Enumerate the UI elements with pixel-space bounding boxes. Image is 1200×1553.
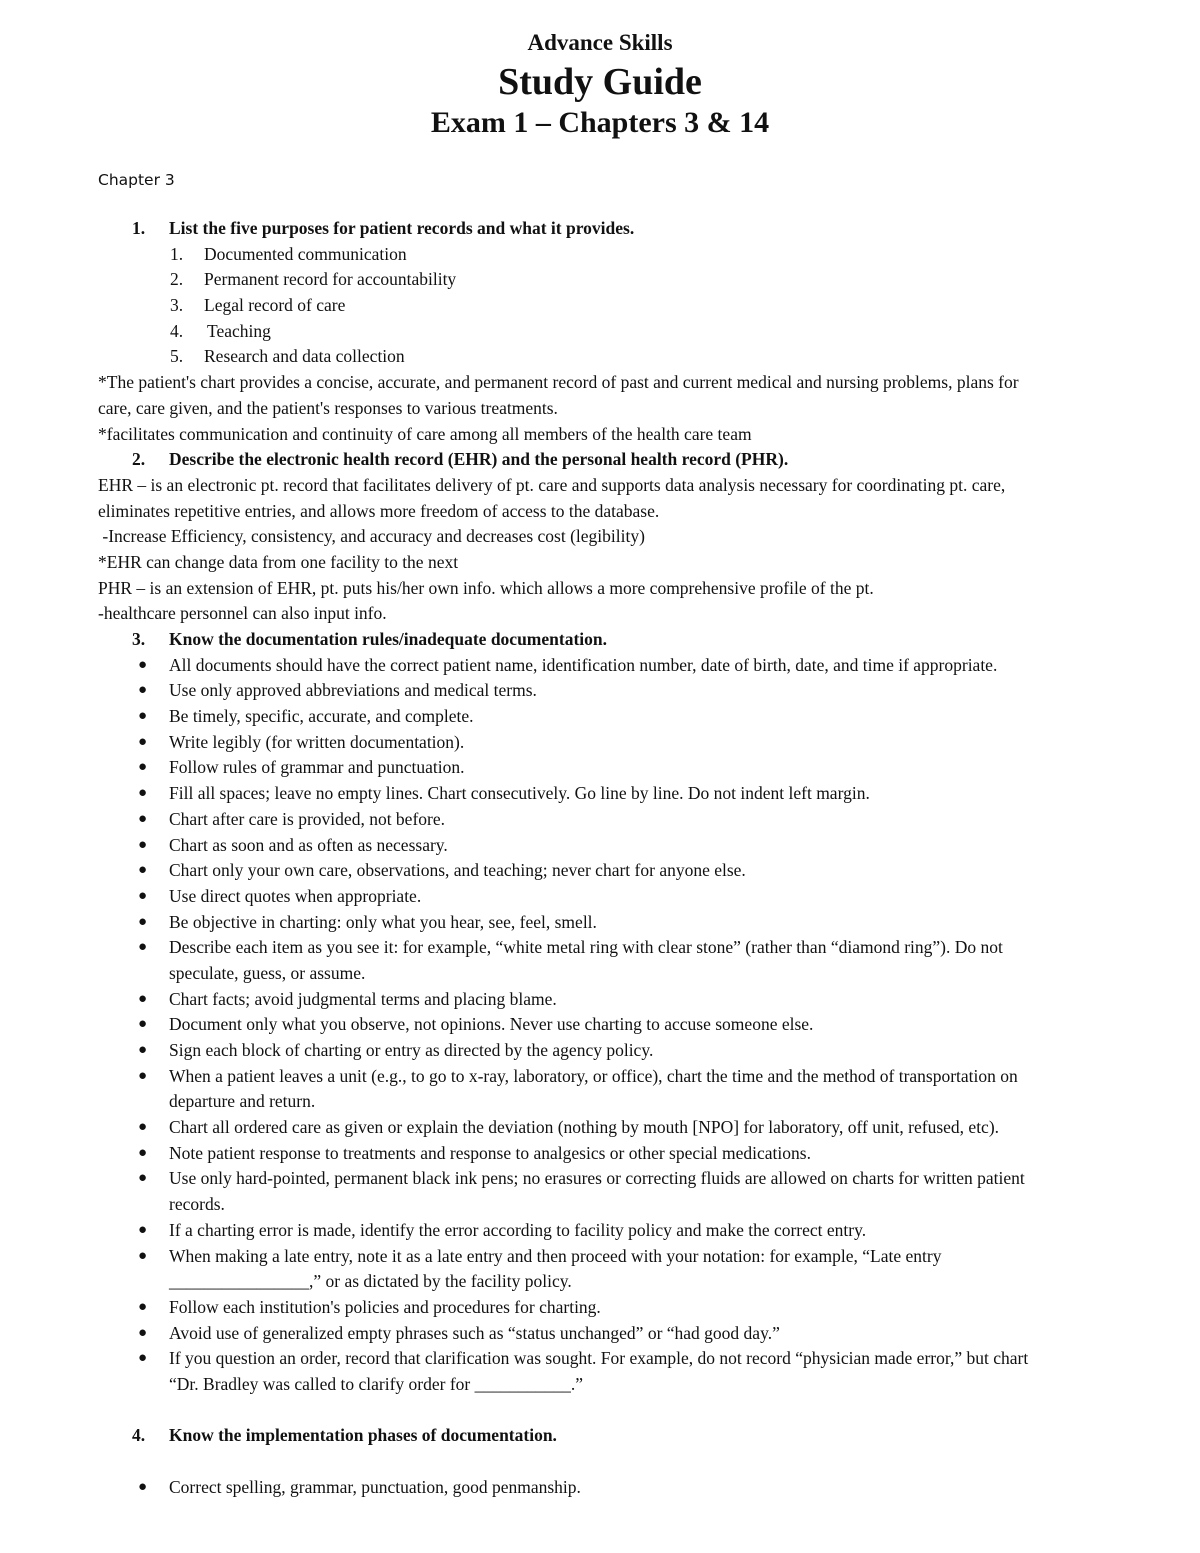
- bullet-text: Write legibly (for written documentation).: [169, 731, 465, 752]
- bullet-icon: ●: [138, 990, 148, 1007]
- bullet-text: If a charting error is made, identify the error according to facility policy and make the correct entry.: [169, 1219, 867, 1240]
- item-text: Research and data collection: [204, 346, 405, 367]
- bullet-item: [98, 833, 1138, 859]
- question-text: Know the documentation rules/inadequate documentation.: [169, 629, 608, 649]
- bullet-icon: ●: [138, 1247, 148, 1264]
- bullet-item: [98, 1218, 1138, 1244]
- bullet-text: Chart after care is provided, not before.: [169, 808, 445, 829]
- question-text: List the five purposes for patient records and what it provides.: [169, 218, 635, 238]
- list-item: [98, 293, 1138, 319]
- item-text: Documented communication: [204, 243, 407, 264]
- list-item: [98, 267, 1138, 293]
- bullet-icon: ●: [138, 1016, 148, 1033]
- bullet-icon: ●: [138, 1119, 148, 1136]
- question-number: 1.: [132, 218, 146, 238]
- chapter-label: Chapter 3: [98, 171, 175, 189]
- bullet-icon: ●: [138, 656, 148, 673]
- bullet-item: [98, 1115, 1138, 1141]
- bullet-text: Document only what you observe, not opinions. Never use charting to accuse someone else.: [169, 1014, 814, 1035]
- bullet-item: [98, 935, 1138, 961]
- bullet-item: [98, 1064, 1138, 1090]
- bullet-item: [98, 961, 1138, 987]
- bullet-item: [98, 1038, 1138, 1064]
- bullet-item: [98, 730, 1138, 756]
- bullet-text: Chart as soon and as often as necessary.: [169, 834, 448, 855]
- question-number: 4.: [132, 1425, 146, 1446]
- bullet-item: [98, 704, 1138, 730]
- bullet-item: [98, 858, 1138, 884]
- bullet-text: “Dr. Bradley was called to clarify order for ___________.”: [169, 1373, 584, 1394]
- bullet-icon: ●: [138, 759, 148, 776]
- bullet-icon: ●: [138, 1042, 148, 1058]
- bullet-icon: ●: [138, 836, 148, 853]
- bullet-item: [98, 1192, 1138, 1218]
- phases-list: [98, 1475, 1138, 1501]
- content-body: [98, 216, 1138, 1500]
- bullet-icon: ●: [138, 1144, 148, 1161]
- bullet-icon: ●: [138, 1067, 148, 1084]
- bullet-item: [98, 1269, 1138, 1295]
- bullet-text: Sign each block of charting or entry as directed by the agency policy.: [169, 1040, 654, 1060]
- question-number: 2.: [132, 449, 146, 470]
- bullet-text: Chart facts; avoid judgmental terms and placing blame.: [169, 988, 557, 1009]
- bullet-item: [98, 1166, 1138, 1192]
- bullet-icon: ●: [138, 1350, 148, 1367]
- item-text: Legal record of care: [204, 295, 346, 316]
- bullet-item: [98, 1475, 1138, 1501]
- bullet-icon: ●: [138, 862, 148, 879]
- bullet-item: [98, 755, 1138, 781]
- note-line: EHR – is an electronic pt. record that facilitates delivery of pt. care and supports data analysis necessary for coordinating pt. care,: [98, 474, 1006, 495]
- bullet-icon: ●: [138, 810, 148, 827]
- bullet-text: Chart only your own care, observations, and teaching; never chart for anyone else.: [169, 860, 746, 881]
- item-number: 1.: [170, 243, 184, 264]
- bullet-icon: ●: [138, 1170, 148, 1187]
- bullet-text: Note patient response to treatments and response to analgesics or other special medications.: [169, 1142, 811, 1163]
- bullet-text: Chart all ordered care as given or explain the deviation (nothing by mouth [NPO] for laboratory, off unit, refused, etc).: [169, 1117, 1000, 1138]
- question-4: [98, 1423, 1138, 1449]
- list-item: [98, 344, 1138, 370]
- bullet-text: Fill all spaces; leave no empty lines. Chart consecutively. Go line by line. Do not indent left margin.: [169, 783, 870, 804]
- bullet-icon: ●: [138, 913, 148, 930]
- bullet-text: records.: [169, 1194, 225, 1215]
- bullet-text: All documents should have the correct patient name, identification number, date of birth, date, and time if appropriate.: [169, 654, 998, 675]
- item-number: 5.: [170, 346, 184, 367]
- bullet-text: Follow rules of grammar and punctuation.: [169, 757, 465, 778]
- exam-title: Exam 1 – Chapters 3 & 14: [430, 106, 770, 139]
- note-line: eliminates repetitive entries, and allows more freedom of access to the database.: [98, 500, 660, 521]
- note-line: -healthcare personnel can also input info.: [98, 603, 387, 624]
- question-text: Know the implementation phases of documentation.: [169, 1425, 557, 1446]
- bullet-text: Correct spelling, grammar, punctuation, good penmanship.: [169, 1476, 581, 1497]
- bullet-item: [98, 1244, 1138, 1270]
- list-item: [98, 319, 1138, 345]
- bullet-text: ________________,” or as dictated by the facility policy.: [169, 1271, 572, 1292]
- bullet-item: [98, 653, 1138, 679]
- bullet-text: Follow each institution's policies and procedures for charting.: [169, 1296, 601, 1317]
- note-line: care, care given, and the patient's responses to various treatments.: [98, 397, 558, 418]
- bullet-item: [98, 1346, 1138, 1372]
- bullet-text: Describe each item as you see it: for example, “white metal ring with clear stone” (rather than “diamond ring”). Do not: [169, 937, 1003, 958]
- list-item: [98, 242, 1138, 268]
- question-2: [98, 447, 1138, 473]
- bullet-text: If you question an order, record that clarification was sought. For example, do not record “physician made error,” but chart: [169, 1348, 1029, 1369]
- course-title: Advance Skills: [527, 30, 673, 55]
- bullet-item: [98, 1295, 1138, 1321]
- item-text: Teaching: [207, 320, 271, 341]
- bullet-item: [98, 884, 1138, 910]
- bullet-item: [98, 1012, 1138, 1038]
- bullet-icon: ●: [138, 1478, 148, 1495]
- bullet-icon: ●: [138, 708, 148, 725]
- bullet-text: Use only hard-pointed, permanent black ink pens; no erasures or correcting fluids are allowed on charts for written patient: [169, 1168, 1025, 1189]
- bullet-icon: ●: [138, 887, 148, 904]
- bullet-icon: ●: [138, 682, 148, 699]
- bullet-text: speculate, guess, or assume.: [169, 962, 366, 983]
- bullet-text: Avoid use of generalized empty phrases such as “status unchanged” or “had good day.”: [169, 1322, 780, 1343]
- bullet-item: [98, 910, 1138, 936]
- bullet-item: [98, 1372, 1138, 1398]
- item-number: 4.: [170, 320, 184, 341]
- item-number: 3.: [170, 295, 184, 316]
- question-1: [98, 216, 1138, 242]
- bullet-text: Be timely, specific, accurate, and complete.: [169, 706, 474, 727]
- note-line: PHR – is an extension of EHR, pt. puts his/her own info. which allows a more comprehensive profile of the pt.: [98, 577, 874, 598]
- bullet-icon: ●: [138, 785, 148, 802]
- item-number: 2.: [170, 269, 184, 290]
- note-line: *facilitates communication and continuity of care among all members of the health care team: [98, 423, 752, 444]
- question-text: Describe the electronic health record (EHR) and the personal health record (PHR).: [169, 449, 789, 470]
- bullet-item: [98, 1321, 1138, 1347]
- bullet-text: Use only approved abbreviations and medical terms.: [169, 680, 537, 701]
- bullet-icon: ●: [138, 939, 148, 956]
- bullet-item: [98, 1089, 1138, 1115]
- bullet-text: departure and return.: [169, 1091, 316, 1112]
- bullet-icon: ●: [138, 1298, 148, 1315]
- bullet-icon: ●: [138, 1221, 148, 1238]
- bullet-item: [98, 807, 1138, 833]
- bullet-icon: ●: [138, 1324, 148, 1341]
- bullet-text: When a patient leaves a unit (e.g., to go to x-ray, laboratory, or office), chart the time and the method of transportation on: [169, 1065, 1018, 1086]
- note-line: *EHR can change data from one facility to the next: [98, 551, 459, 572]
- bullet-text: Be objective in charting: only what you hear, see, feel, smell.: [169, 911, 597, 932]
- note-line: -Increase Efficiency, consistency, and accuracy and decreases cost (legibility): [98, 526, 645, 547]
- bullet-text: When making a late entry, note it as a late entry and then proceed with your notation: for example, “Late entry: [169, 1245, 942, 1266]
- bullet-item: [98, 987, 1138, 1013]
- bullet-icon: ●: [138, 733, 148, 750]
- guide-title: Study Guide: [498, 61, 702, 103]
- question-3: [98, 627, 1138, 653]
- note-line: *The patient's chart provides a concise, accurate, and permanent record of past and current medical and nursing problems, plans for: [98, 372, 1019, 393]
- item-text: Permanent record for accountability: [204, 269, 457, 290]
- question-number: 3.: [132, 629, 146, 649]
- bullet-item: [98, 678, 1138, 704]
- rules-list: [98, 653, 1138, 1398]
- bullet-text: Use direct quotes when appropriate.: [169, 885, 422, 906]
- bullet-item: [98, 781, 1138, 807]
- bullet-item: [98, 1141, 1138, 1167]
